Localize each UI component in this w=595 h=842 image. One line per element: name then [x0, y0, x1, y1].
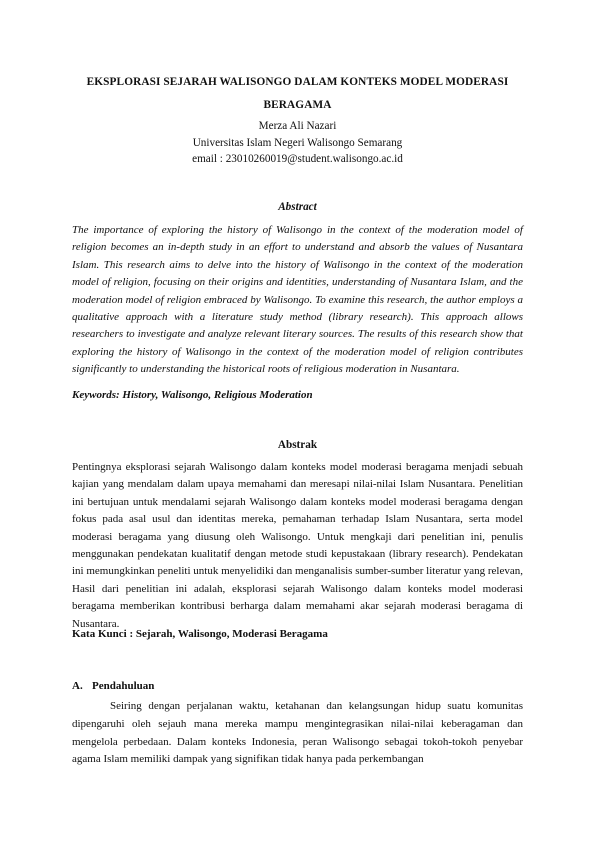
body-paragraph: Seiring dengan perjalanan waktu, ketahanan dan kelangsungan hidup suatu komunitas dipengaruhi oleh sejauh mana mereka mampu mengintegrasikan nilai-nilai keberagaman dan mengelola perbedaan. Dalam konteks Indonesia, peran Walisongo sebagai tokoh-tokoh penyebar agama Islam memiliki dampak yang signifikan tidak hanya pada perkembangan	[72, 700, 523, 766]
abstrak-text: Pentingnya eksplorasi sejarah Walisongo dalam konteks model moderasi beragama menjadi sebuah kajian yang mendalam dalam upaya memahami dan meresapi nilai-nilai Islam Nusantara. Penelitian ini bertujuan untuk mendalami sejarah Walisongo dalam konteks model moderasi beragama dengan fokus pada asal usul dan identitas mereka, pemahaman terhadap Islam Nusantara, serta model moderasi beragama yang diusung oleh Walisongo. Untuk mengkaji dari penelitian ini, penulis menggunakan pendekatan kualitatif dengan metode studi kepustakaan (library research). Pendekatan ini memungkinkan peneliti untuk menyelidiki dan menganalisis sumber-sumber literatur yang relevan, Hasil dari penelitian ini adalah, eksplorasi sejarah Walisongo dalam konteks model moderasi beragama memberikan kontribusi berharga dalam memahami akar sejarah moderasi beragama di Nusantara.	[72, 461, 523, 630]
section-heading	[72, 680, 154, 692]
abstrak-heading: Abstrak	[277, 439, 318, 451]
author-name: Merza Ali Nazari	[258, 120, 337, 132]
author-affiliation: Universitas Islam Negeri Walisongo Semarang	[192, 136, 403, 149]
abstract-heading: Abstract	[278, 201, 317, 213]
keywords: Keywords: History, Walisongo, Religious Moderation	[72, 389, 313, 401]
author-email: email : 23010260019@student.walisongo.ac.id	[192, 153, 403, 165]
paper-title: EKSPLORASI SEJARAH WALISONGO DALAM KONTEKS MODEL MODERASI BERAGAMA	[86, 76, 509, 111]
section-number: A.	[72, 680, 83, 692]
section-title: Pendahuluan	[92, 680, 155, 692]
abstract-text: The importance of exploring the history of Walisongo in the context of the moderation model of religion becomes an in-depth study in an effort to understand and absorb the values of Nusantara Islam. This research aims to delve into the history of Walisongo in the context of the moderation model of religion, focusing on their origins and identities, understanding of Nusantara Islam, and the moderation model of religion embraced by Walisongo. To examine this research, the author employs a qualitative approach with a literature study method (library research). This approach allows researchers to investigate and analyze relevant literary sources. The results of this research show that exploring the history of Walisongo in the context of the moderation model of religion contributes significantly to understanding the historical roots of religious moderation in Nusantara.	[72, 224, 523, 376]
kata-kunci: Kata Kunci : Sejarah, Walisongo, Moderasi Beragama	[72, 628, 328, 640]
author-block	[60, 118, 535, 168]
